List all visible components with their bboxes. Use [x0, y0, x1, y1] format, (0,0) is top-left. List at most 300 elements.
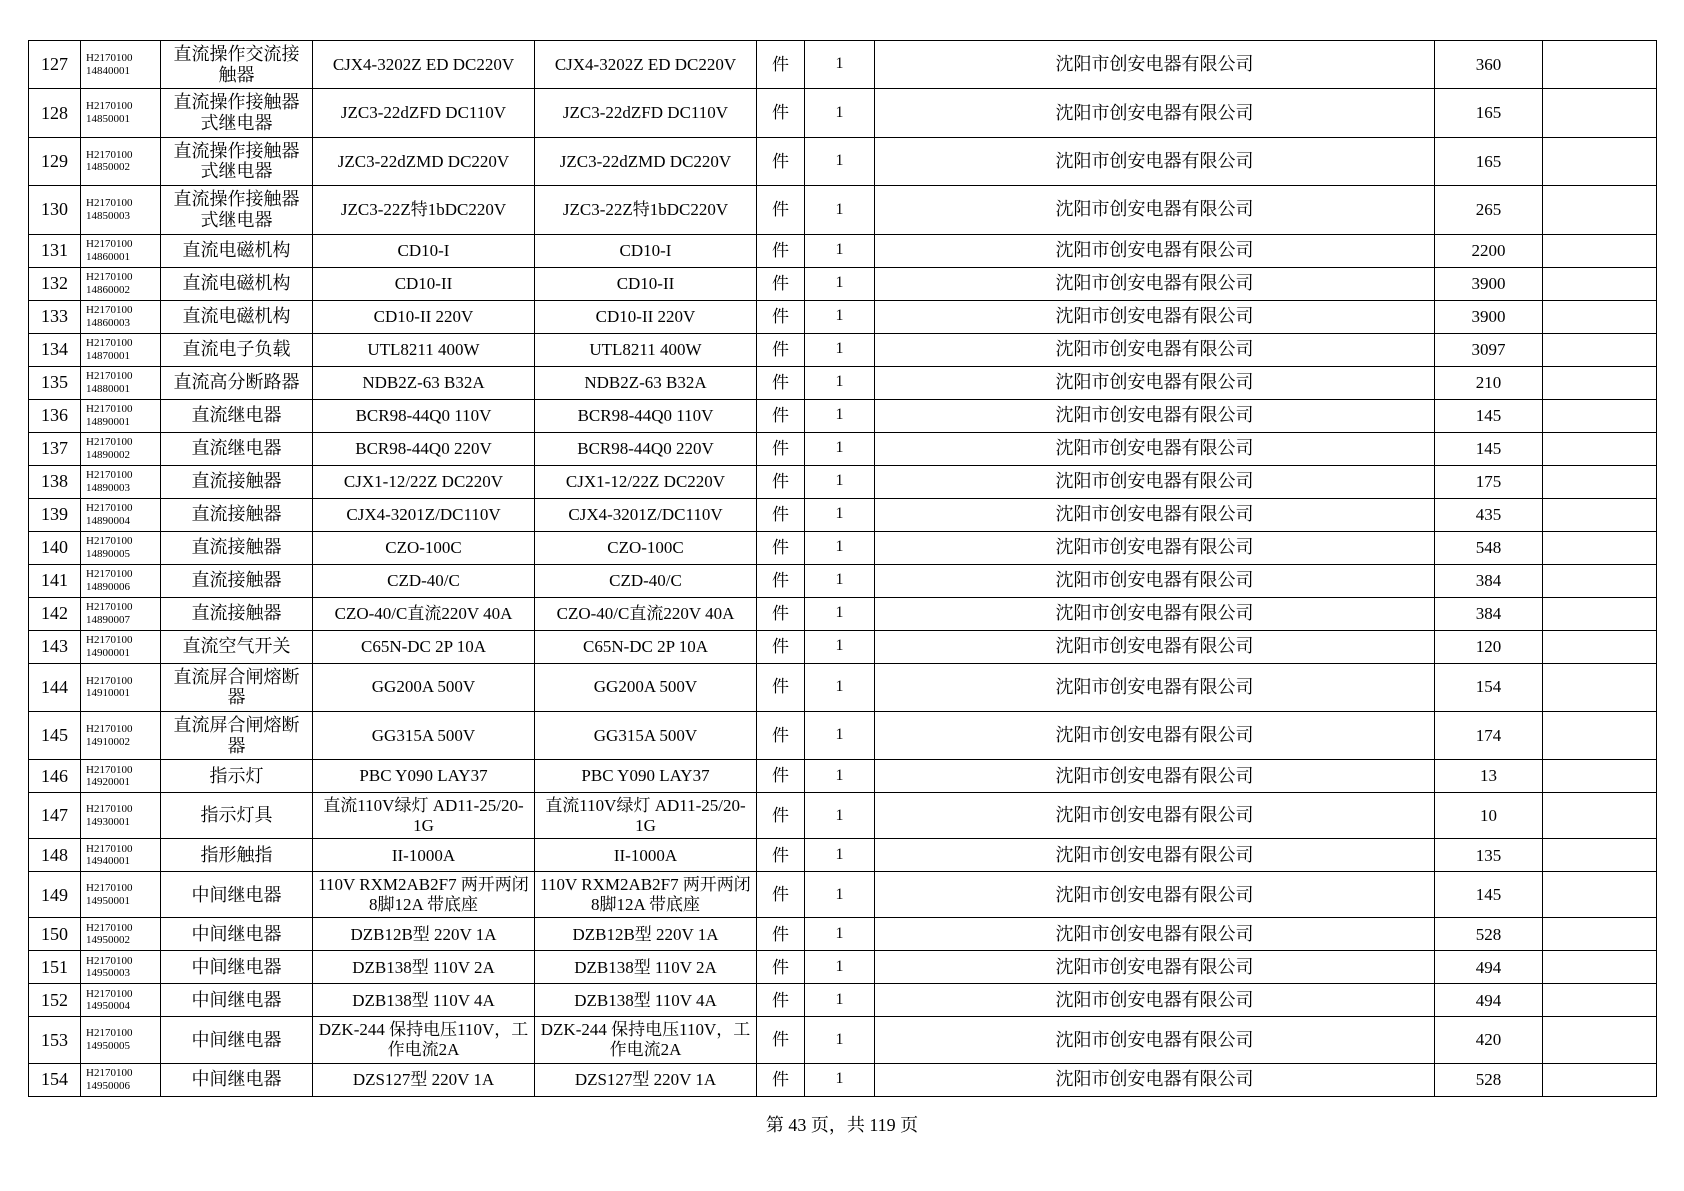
- material-price: 145: [1475, 885, 1502, 905]
- material-spec-duplicate-cell: [535, 793, 757, 839]
- table-row: [29, 793, 1657, 839]
- material-spec-duplicate-cell: [535, 630, 757, 663]
- material-remark-cell: [1543, 872, 1657, 918]
- table-row: [29, 333, 1657, 366]
- material-vendor-cell: [875, 333, 1435, 366]
- row-index-cell: [29, 1063, 81, 1096]
- material-unit-cell: [757, 951, 805, 984]
- table-row: [29, 951, 1657, 984]
- material-unit: 件: [772, 306, 789, 326]
- material-code-line1: H2170100: [86, 882, 133, 895]
- material-quantity-cell: [805, 186, 875, 234]
- material-name-cell: [161, 399, 313, 432]
- material-code: [81, 532, 160, 564]
- material-vendor: 沈阳市创安电器有限公司: [1055, 151, 1254, 172]
- material-spec-duplicate: DZB138型 110V 4A: [574, 990, 717, 1010]
- table-row: [29, 137, 1657, 185]
- material-quantity-cell: [805, 333, 875, 366]
- material-spec-duplicate: II-1000A: [613, 845, 678, 865]
- material-price-cell: [1435, 984, 1543, 1017]
- material-code: [81, 145, 160, 177]
- row-index-cell: [29, 793, 81, 839]
- material-unit: 件: [772, 924, 789, 944]
- material-price-cell: [1435, 531, 1543, 564]
- material-quantity-cell: [805, 760, 875, 793]
- material-remark-cell: [1543, 399, 1657, 432]
- material-code: [81, 565, 160, 597]
- material-spec-cell: [313, 918, 535, 951]
- material-vendor: 沈阳市创安电器有限公司: [1055, 845, 1254, 865]
- material-vendor-cell: [875, 366, 1435, 399]
- material-remark: [1543, 800, 1656, 832]
- material-quantity: 1: [835, 767, 844, 785]
- material-price-cell: [1435, 41, 1543, 89]
- material-name: 中间继电器: [191, 1029, 282, 1050]
- material-price-cell: [1435, 137, 1543, 185]
- material-vendor-cell: [875, 498, 1435, 531]
- material-code-cell: [81, 839, 161, 872]
- table-row: [29, 399, 1657, 432]
- table-row: [29, 531, 1657, 564]
- material-name: 直流操作交流接触器: [173, 44, 300, 85]
- material-unit-cell: [757, 186, 805, 234]
- material-vendor: 沈阳市创安电器有限公司: [1055, 990, 1254, 1011]
- material-name: 中间继电器: [191, 884, 282, 905]
- material-name-cell: [161, 89, 313, 137]
- material-spec: DZB12B型 220V 1A: [350, 924, 497, 944]
- material-price: 528: [1475, 924, 1502, 944]
- material-quantity-cell: [805, 663, 875, 711]
- material-spec-cell: [313, 793, 535, 839]
- material-spec-duplicate-cell: [535, 1017, 757, 1063]
- material-remark-cell: [1543, 333, 1657, 366]
- material-vendor-cell: [875, 399, 1435, 432]
- material-code-line2: 14860002: [86, 283, 130, 296]
- material-name: 直流操作接触器式继电器: [173, 140, 300, 182]
- material-code-cell: [81, 951, 161, 984]
- material-quantity-cell: [805, 366, 875, 399]
- material-name-cell: [161, 333, 313, 366]
- material-price-cell: [1435, 89, 1543, 137]
- material-quantity: 1: [835, 274, 844, 292]
- material-remark-cell: [1543, 137, 1657, 185]
- row-index-cell: [29, 234, 81, 267]
- material-name: 直流接触器: [191, 570, 282, 591]
- material-spec-cell: [313, 663, 535, 711]
- material-name: 直流接触器: [191, 537, 282, 558]
- material-spec: CD10-I: [397, 240, 450, 260]
- material-code: [81, 1064, 160, 1096]
- material-name: 直流电子负载: [182, 339, 291, 360]
- material-spec-duplicate: PBC Y090 LAY37: [581, 766, 710, 786]
- table-row: [29, 1063, 1657, 1096]
- material-code-cell: [81, 300, 161, 333]
- table-row: [29, 760, 1657, 793]
- material-code-line2: 14940001: [86, 855, 130, 868]
- material-code-cell: [81, 597, 161, 630]
- material-spec-duplicate-cell: [535, 1063, 757, 1096]
- material-code-line2: 14850003: [86, 209, 130, 222]
- material-spec-duplicate-cell: [535, 333, 757, 366]
- material-name-cell: [161, 465, 313, 498]
- material-code-cell: [81, 760, 161, 793]
- material-spec-cell: [313, 1063, 535, 1096]
- material-spec-cell: [313, 137, 535, 185]
- material-remark-cell: [1543, 711, 1657, 759]
- material-vendor: 沈阳市创安电器有限公司: [1055, 102, 1254, 123]
- material-spec-duplicate-cell: [535, 234, 757, 267]
- material-spec-duplicate-cell: [535, 41, 757, 89]
- material-spec-cell: [313, 984, 535, 1017]
- material-code-cell: [81, 432, 161, 465]
- material-quantity: 1: [835, 958, 844, 976]
- material-spec-duplicate: C65N-DC 2P 10A: [583, 636, 708, 656]
- material-unit-cell: [757, 597, 805, 630]
- material-price-cell: [1435, 465, 1543, 498]
- material-unit: 件: [772, 603, 789, 623]
- material-spec-duplicate: CD10-II 220V: [595, 306, 696, 326]
- material-remark: [1543, 631, 1656, 663]
- material-spec-cell: [313, 711, 535, 759]
- material-vendor: 沈阳市创安电器有限公司: [1055, 537, 1254, 558]
- material-code-cell: [81, 1063, 161, 1096]
- material-unit: 件: [772, 372, 789, 392]
- row-index: 135: [41, 372, 68, 393]
- material-price-cell: [1435, 663, 1543, 711]
- material-vendor-cell: [875, 89, 1435, 137]
- material-unit: 件: [772, 845, 789, 865]
- material-code: [81, 367, 160, 399]
- material-quantity-cell: [805, 793, 875, 839]
- material-quantity: 1: [835, 677, 844, 695]
- row-index-cell: [29, 399, 81, 432]
- material-remark: [1543, 466, 1656, 498]
- material-price: 3900: [1471, 306, 1506, 326]
- material-price: 384: [1475, 570, 1502, 590]
- material-price-cell: [1435, 333, 1543, 366]
- material-name: 中间继电器: [191, 990, 282, 1011]
- material-price-cell: [1435, 839, 1543, 872]
- material-spec-duplicate-cell: [535, 597, 757, 630]
- material-spec-duplicate-cell: [535, 465, 757, 498]
- material-code-line2: 14950005: [86, 1039, 130, 1052]
- row-index-cell: [29, 951, 81, 984]
- material-price: 210: [1475, 372, 1502, 392]
- material-spec-duplicate-cell: [535, 663, 757, 711]
- material-vendor: 沈阳市创安电器有限公司: [1055, 725, 1254, 746]
- material-price: 135: [1475, 845, 1502, 865]
- row-index: 138: [41, 471, 68, 492]
- material-remark-cell: [1543, 918, 1657, 951]
- material-spec: CJX1-12/22Z DC220V: [343, 471, 504, 491]
- material-code-line2: 14840001: [86, 64, 130, 77]
- material-code-line1: H2170100: [86, 803, 133, 816]
- row-index-cell: [29, 630, 81, 663]
- material-name: 直流继电器: [191, 438, 282, 459]
- row-index-cell: [29, 918, 81, 951]
- material-spec-duplicate-cell: [535, 531, 757, 564]
- material-remark: [1543, 951, 1656, 983]
- material-name-cell: [161, 839, 313, 872]
- material-code-line2: 14890001: [86, 415, 130, 428]
- material-remark-cell: [1543, 630, 1657, 663]
- material-spec-duplicate-cell: [535, 399, 757, 432]
- material-code-line2: 14910001: [86, 687, 130, 700]
- row-index: 148: [41, 845, 68, 865]
- material-quantity-cell: [805, 839, 875, 872]
- material-spec-cell: [313, 465, 535, 498]
- material-code-cell: [81, 234, 161, 267]
- material-spec-cell: [313, 630, 535, 663]
- material-remark: [1543, 1064, 1656, 1096]
- material-unit-cell: [757, 89, 805, 137]
- material-vendor: 沈阳市创安电器有限公司: [1055, 957, 1254, 978]
- material-code: [81, 984, 160, 1016]
- material-spec: CJX4-3201Z/DC110V: [346, 504, 501, 524]
- material-vendor-cell: [875, 918, 1435, 951]
- material-name: 中间继电器: [191, 1069, 282, 1090]
- material-code-line2: 14890006: [86, 580, 130, 593]
- material-unit: 件: [772, 990, 789, 1010]
- material-remark: [1543, 879, 1656, 911]
- material-remark: [1543, 97, 1656, 129]
- material-spec-duplicate-cell: [535, 300, 757, 333]
- material-spec: DZS127型 220V 1A: [352, 1069, 495, 1089]
- row-index-cell: [29, 366, 81, 399]
- material-quantity-cell: [805, 872, 875, 918]
- material-quantity-cell: [805, 234, 875, 267]
- table-body: [29, 41, 1657, 1097]
- material-code-line1: H2170100: [86, 633, 133, 646]
- material-code-line2: 14890005: [86, 547, 130, 560]
- material-name: 直流接触器: [191, 603, 282, 624]
- material-code-cell: [81, 793, 161, 839]
- material-spec: JZC3-22Z特1bDC220V: [340, 200, 507, 220]
- material-unit-cell: [757, 399, 805, 432]
- material-quantity-cell: [805, 399, 875, 432]
- material-spec: CD10-II 220V: [373, 306, 474, 326]
- material-code-line1: H2170100: [86, 197, 133, 210]
- material-vendor: 沈阳市创安电器有限公司: [1055, 570, 1254, 591]
- material-quantity: 1: [835, 55, 844, 73]
- material-spec-cell: [313, 186, 535, 234]
- material-spec-duplicate: BCR98-44Q0 220V: [577, 438, 714, 458]
- material-vendor-cell: [875, 432, 1435, 465]
- material-unit: 件: [772, 339, 789, 359]
- material-quantity-cell: [805, 41, 875, 89]
- material-remark: [1543, 532, 1656, 564]
- material-name: 直流接触器: [191, 504, 282, 525]
- material-code: [81, 194, 160, 226]
- material-unit-cell: [757, 234, 805, 267]
- material-spec: NDB2Z-63 B32A: [362, 372, 485, 392]
- material-quantity-cell: [805, 564, 875, 597]
- material-unit: 件: [772, 1069, 789, 1089]
- material-vendor: 沈阳市创安电器有限公司: [1055, 1069, 1254, 1090]
- material-code-line2: 14900001: [86, 646, 130, 659]
- material-name: 中间继电器: [191, 957, 282, 978]
- material-code-cell: [81, 1017, 161, 1063]
- material-name: 直流接触器: [191, 471, 282, 492]
- material-remark-cell: [1543, 41, 1657, 89]
- material-quantity: 1: [835, 439, 844, 457]
- material-code-line1: H2170100: [86, 600, 133, 613]
- material-remark: [1543, 194, 1656, 226]
- material-spec-duplicate: CD10-I: [619, 240, 672, 260]
- material-price-cell: [1435, 267, 1543, 300]
- table-row: [29, 711, 1657, 759]
- material-unit-cell: [757, 41, 805, 89]
- material-unit: 件: [772, 766, 789, 786]
- material-name-cell: [161, 41, 313, 89]
- material-spec: JZC3-22dZFD DC110V: [340, 103, 507, 123]
- page-footer: 第 43 页，共 119 页: [765, 1114, 919, 1135]
- material-remark: [1543, 984, 1656, 1016]
- material-remark: [1543, 145, 1656, 177]
- material-code-cell: [81, 872, 161, 918]
- material-spec-cell: [313, 41, 535, 89]
- material-vendor: 沈阳市创安电器有限公司: [1055, 199, 1254, 220]
- material-vendor-cell: [875, 711, 1435, 759]
- material-spec-duplicate: 直流110V绿灯 AD11-25/20-1G: [545, 796, 746, 835]
- material-spec-cell: [313, 839, 535, 872]
- material-unit-cell: [757, 531, 805, 564]
- material-unit-cell: [757, 300, 805, 333]
- material-spec-duplicate: CJX4-3201Z/DC110V: [568, 504, 723, 524]
- material-vendor-cell: [875, 186, 1435, 234]
- material-remark: [1543, 400, 1656, 432]
- material-price-cell: [1435, 793, 1543, 839]
- material-unit: 件: [772, 725, 789, 745]
- row-index: 140: [41, 537, 68, 558]
- material-remark-cell: [1543, 793, 1657, 839]
- material-code-cell: [81, 399, 161, 432]
- material-name: 直流操作接触器式继电器: [173, 92, 300, 134]
- material-code-line1: H2170100: [86, 567, 133, 580]
- material-name-cell: [161, 234, 313, 267]
- material-quantity-cell: [805, 1063, 875, 1096]
- material-spec: 直流110V绿灯 AD11-25/20-1G: [323, 796, 524, 835]
- row-index: 130: [41, 199, 68, 220]
- material-code-line2: 14850001: [86, 113, 130, 126]
- material-vendor-cell: [875, 300, 1435, 333]
- row-index-cell: [29, 597, 81, 630]
- material-spec-cell: [313, 333, 535, 366]
- material-code-line1: H2170100: [86, 52, 133, 65]
- material-spec-duplicate: UTL8211 400W: [589, 339, 702, 359]
- material-vendor-cell: [875, 839, 1435, 872]
- material-unit-cell: [757, 918, 805, 951]
- row-index-cell: [29, 839, 81, 872]
- material-price: 174: [1475, 725, 1502, 745]
- material-code-cell: [81, 41, 161, 89]
- material-code-line2: 14870001: [86, 349, 130, 362]
- row-index-cell: [29, 41, 81, 89]
- material-spec: PBC Y090 LAY37: [359, 766, 488, 786]
- material-spec: CZO-100C: [385, 537, 462, 557]
- material-remark: [1543, 334, 1656, 366]
- material-code-line1: H2170100: [86, 501, 133, 514]
- material-vendor: 沈阳市创安电器有限公司: [1055, 765, 1254, 786]
- material-name-cell: [161, 564, 313, 597]
- material-remark-cell: [1543, 597, 1657, 630]
- material-code-line2: 14950002: [86, 934, 130, 947]
- material-unit-cell: [757, 498, 805, 531]
- material-vendor: 沈阳市创安电器有限公司: [1055, 438, 1254, 459]
- material-quantity: 1: [835, 472, 844, 490]
- material-code: [81, 268, 160, 300]
- material-spec-duplicate: DZB12B型 220V 1A: [572, 924, 719, 944]
- material-code-line2: 14890003: [86, 481, 130, 494]
- row-index-cell: [29, 1017, 81, 1063]
- material-spec-duplicate: CJX4-3202Z ED DC220V: [554, 54, 737, 74]
- material-name-cell: [161, 984, 313, 1017]
- material-price-cell: [1435, 186, 1543, 234]
- material-vendor: 沈阳市创安电器有限公司: [1055, 273, 1254, 294]
- material-code-line2: 14930001: [86, 815, 130, 828]
- material-remark-cell: [1543, 432, 1657, 465]
- material-vendor: 沈阳市创安电器有限公司: [1055, 54, 1254, 75]
- material-vendor: 沈阳市创安电器有限公司: [1055, 636, 1254, 657]
- material-price: 360: [1475, 54, 1502, 74]
- material-code-line2: 14860001: [86, 250, 130, 263]
- material-spec-cell: [313, 564, 535, 597]
- row-index-cell: [29, 711, 81, 759]
- material-unit: 件: [772, 957, 789, 977]
- material-spec-duplicate: 110V RXM2AB2F7 两开两闭8脚12A 带底座: [540, 875, 751, 914]
- material-unit: 件: [772, 504, 789, 524]
- material-price: 548: [1475, 537, 1502, 557]
- material-price-cell: [1435, 597, 1543, 630]
- material-remark: [1543, 268, 1656, 300]
- material-price: 145: [1475, 405, 1502, 425]
- row-index: 145: [41, 725, 68, 746]
- material-price-cell: [1435, 951, 1543, 984]
- material-name: 直流电磁机构: [182, 273, 291, 294]
- material-code: [81, 235, 160, 267]
- material-unit-cell: [757, 366, 805, 399]
- material-code-cell: [81, 531, 161, 564]
- material-price: 154: [1475, 677, 1502, 697]
- row-index-cell: [29, 872, 81, 918]
- material-remark-cell: [1543, 366, 1657, 399]
- material-code: [81, 499, 160, 531]
- material-spec-cell: [313, 432, 535, 465]
- material-spec-duplicate: DZK-244 保持电压110V，工作电流2A: [540, 1020, 751, 1059]
- material-code-cell: [81, 333, 161, 366]
- material-name-cell: [161, 300, 313, 333]
- material-spec-duplicate-cell: [535, 564, 757, 597]
- material-name: 指示灯具: [200, 805, 273, 826]
- material-price: 120: [1475, 636, 1502, 656]
- material-price-cell: [1435, 498, 1543, 531]
- material-price: 3097: [1471, 339, 1506, 359]
- material-code-cell: [81, 918, 161, 951]
- material-name-cell: [161, 597, 313, 630]
- material-vendor: 沈阳市创安电器有限公司: [1055, 504, 1254, 525]
- material-spec-duplicate-cell: [535, 137, 757, 185]
- materials-table: [28, 40, 1657, 1097]
- material-code-line2: 14890004: [86, 514, 130, 527]
- material-spec-cell: [313, 760, 535, 793]
- material-name-cell: [161, 137, 313, 185]
- material-spec-duplicate: CZO-40/C直流220V 40A: [556, 603, 735, 623]
- material-name-cell: [161, 951, 313, 984]
- material-code: [81, 49, 160, 81]
- material-vendor: 沈阳市创安电器有限公司: [1055, 805, 1254, 826]
- material-spec-duplicate: NDB2Z-63 B32A: [584, 372, 707, 392]
- material-code: [81, 433, 160, 465]
